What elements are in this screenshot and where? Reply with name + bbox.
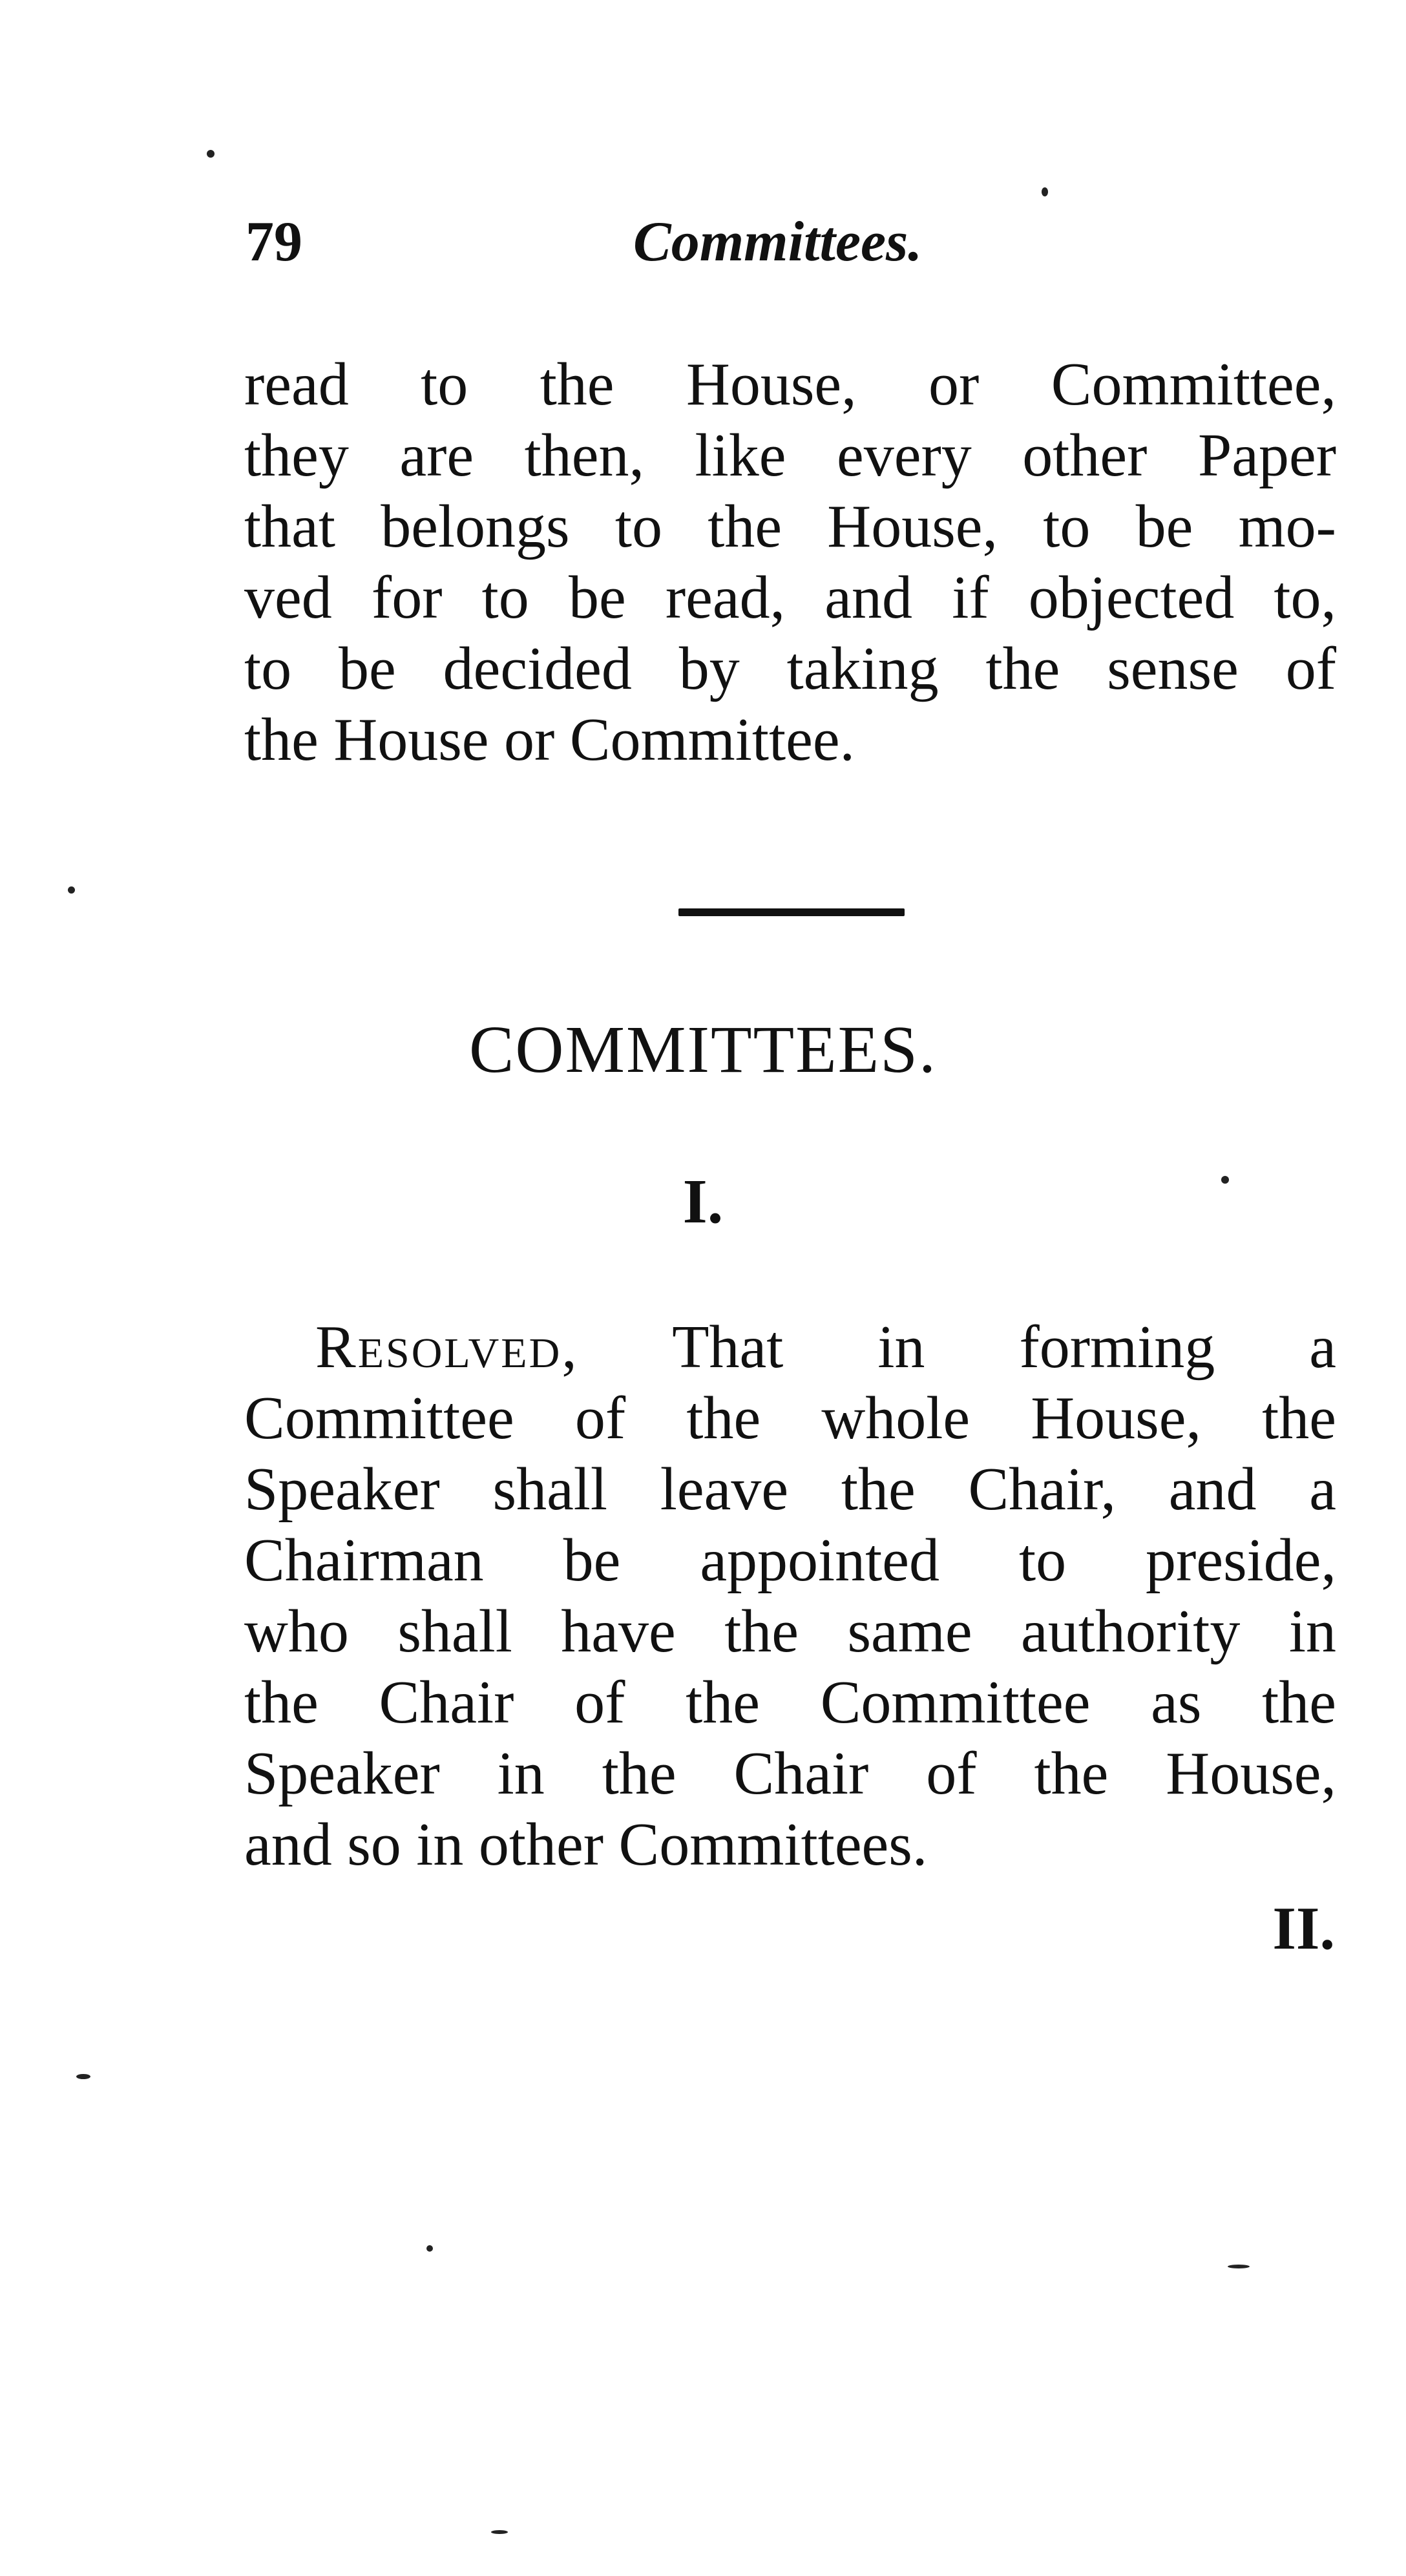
text-fragment: That in forming a	[578, 1314, 1336, 1381]
rule-number: I.	[682, 1167, 724, 1237]
running-title: Committees.	[633, 211, 923, 273]
text-line: Committee of the whole House, the	[244, 1385, 1336, 1452]
scan-speck	[76, 2074, 90, 2079]
section-divider-rule	[678, 908, 905, 916]
scan-speck	[426, 2245, 433, 2252]
text-line: Speaker in the Chair of the House,	[244, 1740, 1336, 1807]
scan-speck	[1228, 2265, 1250, 2268]
continued-paragraph	[244, 349, 1336, 775]
catchword: II.	[1272, 1895, 1335, 1962]
page-number: 79	[246, 211, 302, 273]
text-line: the Chair of the Committee as the	[244, 1669, 1336, 1736]
scan-speck	[207, 150, 215, 158]
text-line: read to the House, or Committee,	[244, 351, 1336, 418]
text-line: ved for to be read, and if objected to,	[244, 564, 1336, 631]
section-heading: COMMITTEES.	[469, 1012, 937, 1087]
text-line: to be decided by taking the sense of	[244, 635, 1336, 702]
scan-speck	[68, 886, 75, 894]
scan-speck	[1221, 1176, 1229, 1184]
scan-speck	[491, 2530, 508, 2534]
text-line: that belongs to the House, to be mo-	[244, 493, 1336, 560]
text-line: and so in other Committees.	[244, 1811, 928, 1878]
text-line: Chairman be appointed to preside,	[244, 1527, 1336, 1594]
running-head	[246, 207, 1344, 278]
text-line	[244, 1312, 1336, 1383]
text-line: they are then, like every other Paper	[244, 422, 1336, 489]
scan-speck	[1042, 187, 1048, 196]
resolved-word: Resolved,	[315, 1314, 579, 1381]
text-line: Speaker shall leave the Chair, and a	[244, 1456, 1336, 1523]
text-line: the House or Committee.	[244, 706, 855, 773]
text-line: who shall have the same authority in	[244, 1598, 1336, 1665]
rule-paragraph	[244, 1312, 1336, 1880]
